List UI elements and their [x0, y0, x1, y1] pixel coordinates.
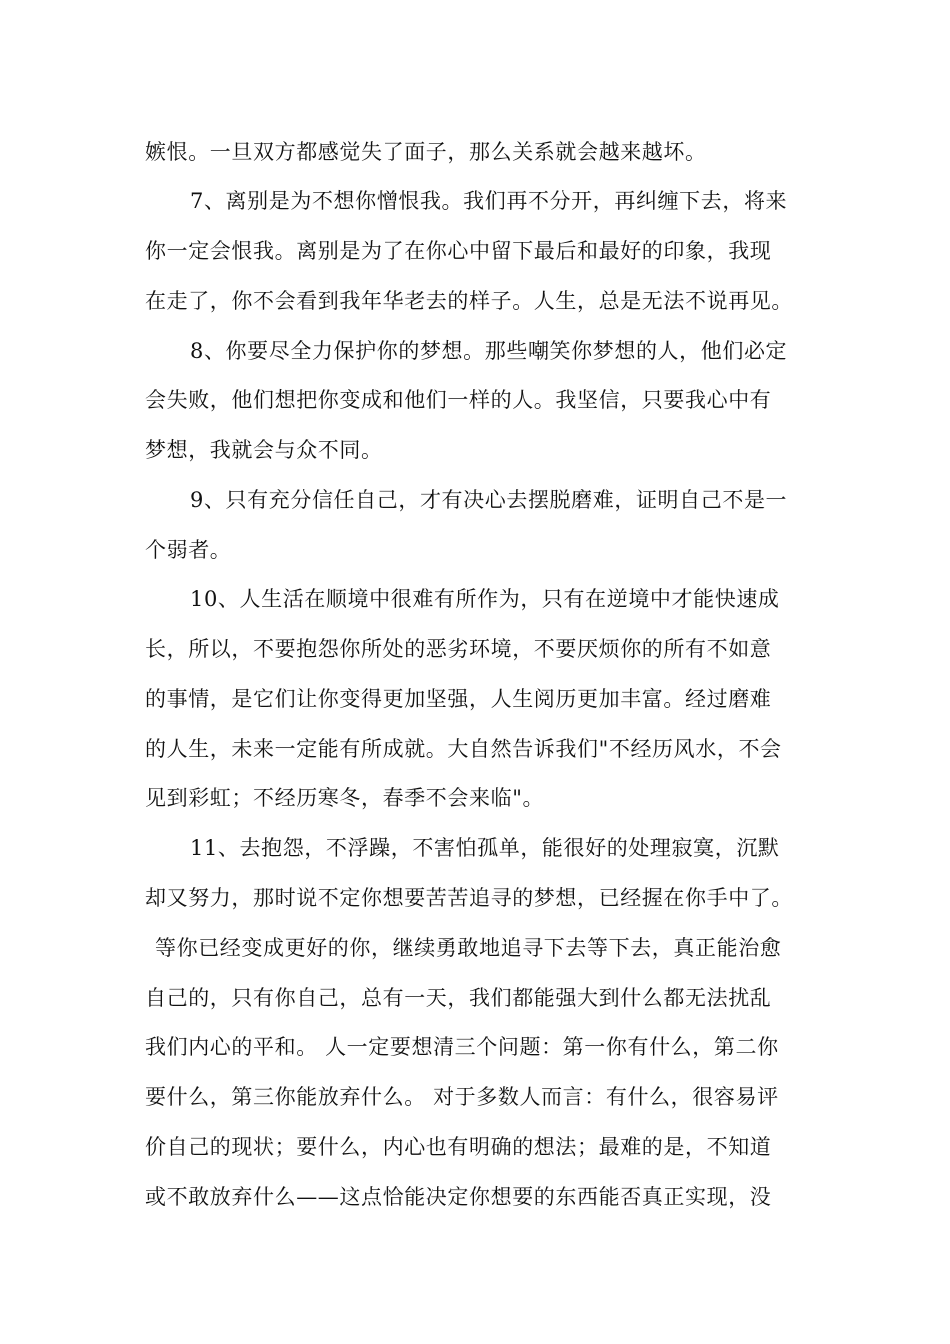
paragraph-8-line-1: 8、你要尽全力保护你的梦想。那些嘲笑你梦想的人，他们必定 — [190, 339, 788, 363]
paragraph-11-line-5: 我们内心的平和。 人一定要想清三个问题：第一你有什么，第二你 — [145, 1035, 779, 1059]
paragraph-11-line-2: 却又努力，那时说不定你想要苦苦追寻的梦想，已经握在你手中了。 — [145, 886, 793, 910]
paragraph-9-line-2: 个弱者。 — [145, 538, 232, 562]
paragraph-7-line-1: 7、离别是为不想你憎恨我。我们再不分开，再纠缠下去，将来 — [190, 189, 788, 213]
paragraph-11-line-7: 价自己的现状；要什么，内心也有明确的想法；最难的是，不知道 — [145, 1135, 772, 1159]
paragraph-11-line-8: 或不敢放弃什么——这点恰能决定你想要的东西能否真正实现，没 — [145, 1185, 772, 1209]
paragraph-8-line-3: 梦想，我就会与众不同。 — [145, 438, 383, 462]
paragraph-7-line-2: 你一定会恨我。离别是为了在你心中留下最后和最好的印象，我现 — [145, 239, 772, 263]
paragraph-10-line-1: 10、人生活在顺境中很难有所作为，只有在逆境中才能快速成 — [190, 587, 780, 611]
paragraph-11-line-4: 自己的，只有你自己，总有一天，我们都能强大到什么都无法扰乱 — [145, 986, 772, 1010]
paragraph-10-line-5: 见到彩虹；不经历寒冬，春季不会来临"。 — [145, 786, 545, 810]
paragraph-11-line-1: 11、去抱怨，不浮躁，不害怕孤单，能很好的处理寂寞，沉默 — [190, 836, 780, 860]
paragraph-10-line-2: 长，所以，不要抱怨你所处的恶劣环境，不要厌烦你的所有不如意 — [145, 637, 772, 661]
paragraph-7-line-3: 在走了，你不会看到我年华老去的样子。人生，总是无法不说再见。 — [145, 289, 793, 313]
paragraph-9-line-1: 9、只有充分信任自己，才有决心去摆脱磨难，证明自己不是一 — [190, 488, 788, 512]
paragraph-11-line-6: 要什么，第三你能放弃什么。 对于多数人而言：有什么，很容易评 — [145, 1085, 779, 1109]
paragraph-10-line-4: 的人生，未来一定能有所成就。大自然告诉我们"不经历风水，不会 — [145, 737, 782, 761]
paragraph-6-line-end: 嫉恨。一旦双方都感觉失了面子，那么关系就会越来越坏。 — [145, 140, 707, 164]
paragraph-8-line-2: 会失败，他们想把你变成和他们一样的人。我坚信，只要我心中有 — [145, 388, 772, 412]
paragraph-11-line-3: 等你已经变成更好的你，继续勇敢地追寻下去等下去，真正能治愈 — [155, 936, 782, 960]
paragraph-10-line-3: 的事情，是它们让你变得更加坚强，人生阅历更加丰富。经过磨难 — [145, 687, 772, 711]
